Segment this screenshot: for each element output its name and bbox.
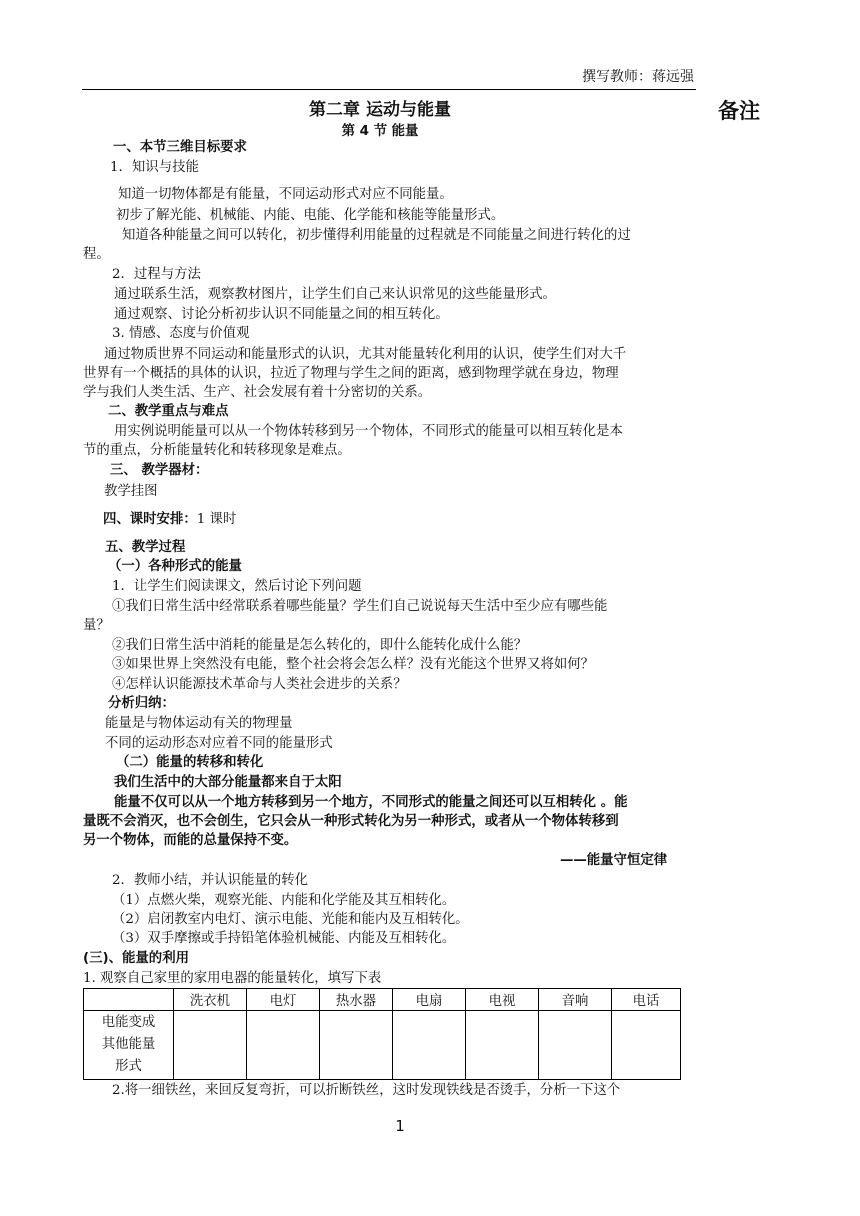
chapter-title: 第二章 运动与能量 (309, 100, 451, 120)
row-label-line: 电能变成 (101, 1015, 156, 1030)
table-cell-blank (466, 1011, 539, 1080)
question1-line1: ①我们日常生活中经常联系着哪些能量？学生们自己说说每天生活中至少应有哪些能 (112, 599, 608, 614)
law-name: ——能量守恒定律 (560, 853, 668, 868)
row-label-line: 其他能量 (101, 1037, 156, 1052)
emotion-line1: 通过物质世界不同运动和能量形式的认识，尤其对能量转化利用的认识，使学生们对大千 (104, 347, 627, 362)
sec2-line1: 用实例说明能量可以从一个物体转移到另一个物体，不同形式的能量可以相互转化是本 (114, 424, 623, 439)
sec4-line (103, 510, 236, 529)
header-rule (82, 89, 696, 90)
table-header-cell (84, 989, 174, 1011)
table-header-cell: 音响 (539, 989, 612, 1011)
knowledge-p3-line1: 知道各种能量之间可以转化，初步懂得利用能量的过程就是不同能量之间进行转化的过 (122, 228, 631, 243)
sec2-line2: 节的重点，分析能量转化和转移现象是难点。 (83, 443, 351, 458)
table-cell-blank (174, 1011, 247, 1080)
law-line1: 能量不仅可以从一个地方转移到另一个地方，不同形式的能量之间还可以互相转化 。能 (114, 795, 628, 810)
energy-conversion-table (83, 988, 681, 1080)
analysis-line2: 不同的运动形态对应着不同的能量形式 (105, 736, 333, 751)
sec2-heading: 二、教学重点与难点 (108, 404, 229, 419)
table-header-cell: 电扇 (393, 989, 466, 1011)
table-cell-blank (612, 1011, 681, 1080)
part1-intro: 1．让学生们阅读课文，然后讨论下列问题 (112, 579, 362, 594)
method-p1: 通过联系生活，观察教材图片，让学生们自己来认识常见的这些能量形式。 (114, 287, 556, 302)
sec4-body: 1 课时 (196, 512, 237, 527)
sun-statement: 我们生活中的大部分能量都来自于太阳 (114, 775, 342, 790)
part1-heading: （一）各种形式的能量 (108, 559, 242, 574)
analysis-heading: 分析归纳： (108, 696, 175, 711)
sec3-heading: 三、 教学器材： (110, 463, 209, 478)
author-label: 撰写教师：蒋远强 (582, 69, 694, 85)
question1-line2: 量？ (83, 618, 110, 633)
law-line2: 量既不会消灭，也不会创生，它只会从一种形式转化为另一种形式，或者从一个物体转移到 (83, 814, 619, 829)
question2: ②我们日常生活中消耗的能量是怎么转化的，即什么能转化成什么能？ (112, 638, 528, 653)
part3-intro: 1. 观察自己家里的家用电器的能量转化，填写下表 (83, 971, 382, 986)
table-row (84, 1011, 681, 1080)
summary-heading: 2．教师小结，并认识能量的转化 (112, 873, 308, 888)
knowledge-p2: 初步了解光能、机械能、内能、电能、化学能和核能等能量形式。 (116, 208, 505, 223)
summary-item2: （2）启闭教室内电灯、演示电能、光能和能内及互相转化。 (112, 912, 469, 927)
summary-item1: （1）点燃火柴，观察光能、内能和化学能及其互相转化。 (112, 893, 456, 908)
table-header-cell: 热水器 (320, 989, 393, 1011)
table-cell-blank (320, 1011, 393, 1080)
section-title: 第 4 节 能量 (341, 124, 419, 139)
table-header-cell: 电话 (612, 989, 681, 1011)
row-label-line: 形式 (115, 1059, 142, 1074)
question4: ④怎样认识能源技术革命与人类社会进步的关系？ (112, 677, 407, 692)
table-header-cell: 电视 (466, 989, 539, 1011)
part2-heading: （二）能量的转移和转化 (116, 755, 264, 770)
table-cell-blank (247, 1011, 320, 1080)
table-header-cell: 电灯 (247, 989, 320, 1011)
method-heading: 2．过程与方法 (112, 267, 201, 282)
page-number: 1 (395, 1117, 405, 1135)
part3-heading: (三)、能量的利用 (83, 951, 189, 966)
method-p2: 通过观察、讨论分析初步认识不同能量之间的相互转化。 (114, 307, 449, 322)
knowledge-heading: 1．知识与技能 (110, 160, 199, 175)
knowledge-p3-line2: 程。 (83, 247, 110, 262)
sec5-heading: 五、教学过程 (105, 540, 186, 555)
table-header-cell: 洗衣机 (174, 989, 247, 1011)
table-cell-blank (539, 1011, 612, 1080)
remarks-label: 备注 (718, 99, 760, 123)
table-cell-blank (393, 1011, 466, 1080)
emotion-line2: 世界有一个概括的具体的认识，拉近了物理与学生之间的距离，感到物理学就在身边，物理 (83, 366, 619, 381)
final-line: 2.将一细铁丝，来回反复弯折，可以折断铁丝，这时发现铁线是否烫手，分析一下这个 (112, 1083, 621, 1098)
emotion-line3: 学与我们人类生活、生产、社会发展有着十分密切的关系。 (83, 385, 432, 400)
sec1-heading: 一、本节三维目标要求 (113, 140, 247, 155)
sec4-heading: 四、课时安排： (103, 512, 197, 527)
sec3-body: 教学挂图 (104, 484, 158, 499)
table-row-label (84, 1011, 174, 1080)
knowledge-p1: 知道一切物体都是有能量，不同运动形式对应不同能量。 (118, 187, 453, 202)
law-line3: 另一个物体，而能的总量保持不变。 (83, 833, 298, 848)
table-header-row (84, 989, 681, 1011)
question3: ③如果世界上突然没有电能，整个社会将会怎么样？没有光能这个世界又将如何？ (112, 657, 595, 672)
analysis-line1: 能量是与物体运动有关的物理量 (105, 716, 293, 731)
emotion-heading: 3. 情感、态度与价值观 (112, 326, 250, 341)
summary-item3: （3）双手摩擦或手持铅笔体验机械能、内能及互相转化。 (112, 931, 456, 946)
